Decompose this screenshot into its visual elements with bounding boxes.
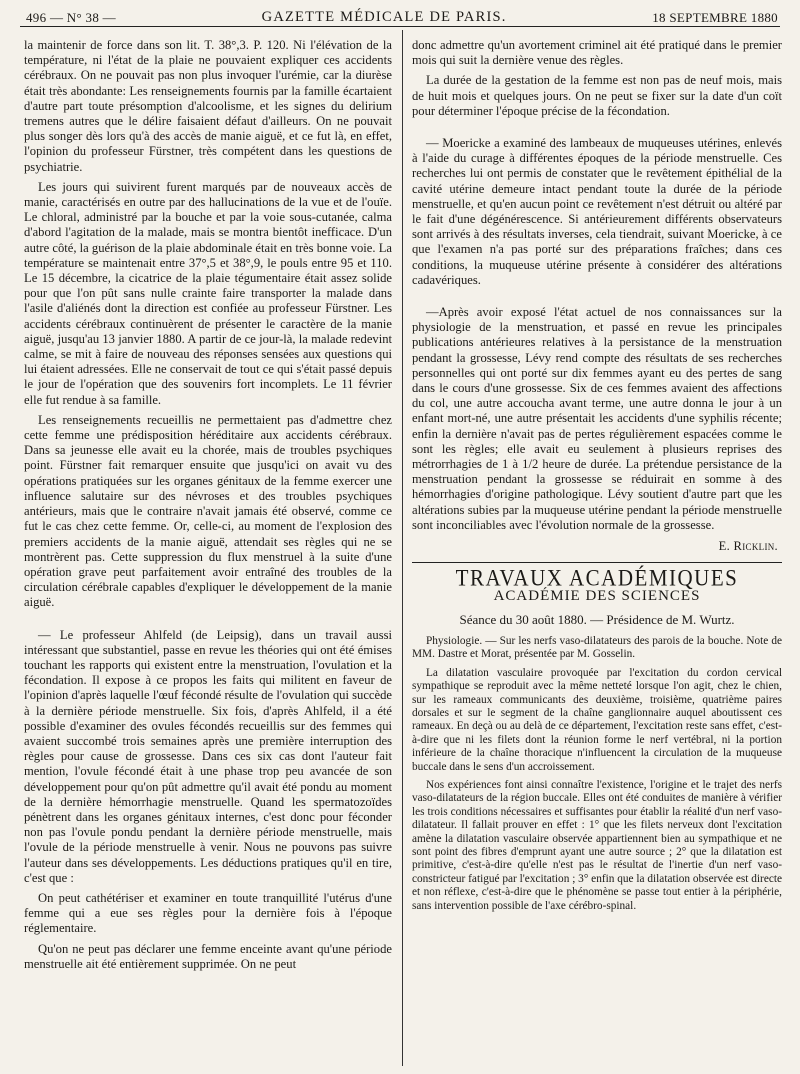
header-rule [20, 26, 780, 27]
paragraph: — Le professeur Ahlfeld (de Leipsig), dans un travail aussi intéressant que substantiel, passe en revue les théories qui ont été émises touchant les rapports qui existent entre la menstruation, l'ovulation et la fécondation. Il expose à ce propos les faits qui militent en faveur de l'opinion d'après laquelle l'œuf fécondé résulte de l'ovulation qui succède à la dernière période menstruelle. Six fois, d'après Ahlfeld, il a été possible d'examiner des ovules fécondés recueillis sur des femmes qui avaient succombé trois semaines après une première interruption des règles pour cause de grossesse. Dans ces six cas dont l'auteur fait mention, l'ovule fécondé était à une phase trop peu avancée de son développement pour qu'on pût admettre qu'il avait été pondu au moment de la dernière hémorrhagie menstruelle. Quand les spermatozoïdes pénètrent dans les organes génitaux internes, c'est donc pour féconder non pas l'ovule pondu pendant la dernière période menstruelle, mais l'ovule de la période menstruelle à venir. Nous ne pouvons pas suivre l'auteur dans ses développements. Les déductions pratiques qu'il en tire, c'est que : [24, 627, 392, 885]
paragraph: donc admettre qu'un avortement criminel ait été pratiqué dans le premier mois qui suit la dernière venue des règles. [412, 38, 782, 68]
paragraph: la maintenir de force dans son lit. T. 38°,3. P. 120. Ni l'élévation de la température, ni l'état de la plaie ne pouvaient expliquer ces accidents cérébraux. On ne pouvait pas non plus invoquer l'urémie, car la diurèse était très abondante: Les renseignements fournis par la famille écartaient d'autre part toute présomption d'alcoolisme, et les signes du delirium tremens autres que le délire faisaient défaut d'ailleurs. On ne pouvait plus songer dès lors qu'à des accès de manie aiguë, et ce fut là, en effet, l'opinion du professeur Fürstner, très compétent dans les questions de psychiatrie. [24, 38, 392, 174]
paragraph-gap [412, 293, 782, 305]
left-column [24, 38, 392, 977]
paragraph: Qu'on ne peut pas déclarer une femme enceinte avant qu'une période menstruelle ait été entièrement supprimée. On ne peut [24, 941, 392, 971]
paragraph: Les jours qui suivirent furent marqués par de nouveaux accès de manie, caractérisés en outre par des hallucinations de la vue et de l'ouïe. Le chloral, administré par la bouche et par la voie sous-cutanée, calma d'abord l'agitation de la malade, mais se montra bientôt inefficace. D'un autre côté, la guérison de la plaie abdominale était en très bonne voie. La température se maintenait entre 37°,5 et 38°,9, le pouls entre 95 et 110. Le 15 décembre, la cicatrice de la plaie tégumentaire était assez solide pour que l'on pût sans nulle crainte faire transporter la malade dans l'asile d'aliénés dont la direction est confiée au professeur Fürstner. Les accidents cérébraux continuèrent de présenter le caractère de la manie aiguë, jusqu'au 13 janvier 1880. A partir de ce jour-là, la malade redevint calme, se mit à faire de nouveau des réponses sensées aux questions qui lui étaient adressées. Elle ne conservait de tout ce qui s'était passé depuis le jour de l'opération que des souvenirs fort incomplets. Le 11 février elle fut rendue à sa famille. [24, 179, 392, 407]
paragraph: La dilatation vasculaire provoquée par l'excitation du cordon cervical sympathique se reproduit avec la même netteté lorsque l'on agit, chez le chien, sur les rameaux communicants des deuxième, troisième, quatrième paires dorsales et sur le segment de la chaîne ganglionnaire auquel aboutissent ces rameaux. En deçà ou au delà de ce département, l'excitation reste sans effet, c'est-à-dire que ni les filets dont la réunion forme le nerf vertébral, ni la portion inférieure de la chaîne thoracique n'influencent la circulation de la muqueuse buccale dans le sens d'un accroissement. [412, 666, 782, 773]
column-divider [402, 30, 403, 1066]
paragraph: Les renseignements recueillis ne permettaient pas d'admettre chez cette femme une prédisposition héréditaire aux accidents cérébraux. Dans sa jeunesse elle avait eu la chorée, mais de troubles psychiques point. Fürstner fait remarquer ensuite que jusqu'ici on avait vu des opérations pratiquées sur les organes génitaux de la femme exercer une influence salutaire sur des névroses et des troubles psychiques antérieurs, mais que le contraire n'avait jamais été observé, comme ce fut le cas chez cette femme. Or, celle-ci, au moment de l'explosion des premiers accidents de la manie aiguë, attendait ses règles qui ne se montrèrent pas. Cette suppression du flux menstruel à la suite d'une opération grave peut parfaitement avoir entraîné des troubles de la circulation cérébrale capables d'expliquer le développement de la manie aiguë. [24, 412, 392, 610]
paragraph-gap [412, 124, 782, 136]
author-signature: E. Ricklin. [718, 539, 778, 554]
right-column [412, 38, 782, 918]
paragraph: — Moericke a examiné des lambeaux de muqueuses utérines, enlevés à l'aide du curage à différentes époques de la période menstruelle. Ces recherches lui ont permis de constater que le revêtement épithélial de la cavité utérine demeure intact pendant toute la durée de la période menstruelle, et qu'en aucun point ce revêtement n'est détruit ou altéré par le fait d'une dégénérescence. Si antérieurement différents observateurs sont arrivés à des résultats inverses, cela tiendrait, suivant Moericke, à ce que l'examen n'a pas porté sur des préparations fraîches; dans ces conditions, la muqueuse utérine présente à considérer des altérations cadavériques. [412, 136, 782, 287]
paragraph: On peut cathétériser et examiner en toute tranquillité l'utérus d'une femme qui a eue ses règles pour la dernière fois à l'époque réglementaire. [24, 890, 392, 936]
issue-number: 496 — N° 38 — [26, 10, 116, 25]
section-subtitle: ACADÉMIE DES SCIENCES [493, 587, 701, 604]
paragraph: La durée de la gestation de la femme est non pas de neuf mois, mais de huit mois et quelques jours. On ne peut se fixer sur la date d'un coït pour déterminer l'époque précise de la fécondation. [412, 73, 782, 118]
issue-date: 18 SEPTEMBRE 1880 [652, 10, 778, 25]
article-heading: Physiologie. — Sur les nerfs vaso-dilatateurs des parois de la bouche. Note de MM. Dastre et Morat, présentée par M. Gosselin. [412, 634, 782, 661]
paragraph: Nos expériences font ainsi connaître l'existence, l'origine et le trajet des nerfs vaso-dilatateurs de la région buccale. Elles ont été conduites de manière à vérifier les trois conditions nécessaires et suffisantes pour établir la réalité d'un nerf vaso-dilatateur. Il fallait prouver en effet : 1° que les filets nerveux dont l'excitation amène la dilatation vasculaire observée appartiennent bien au sympathique et ne sont point des fibres d'emprunt ayant une autre source ; 2° que la dilatation est primitive, c'est-à-dire qu'elle n'est pas le résultat de l'inertie d'un nerf vaso-constricteur fatigué par l'excitation ; 3° enfin que la dilatation observée est directe et non réflexe, c'est-à-dire que le phénomène se passe tout entier à la périphérie, sans intervention possible de l'axe cérébro-spinal. [412, 778, 782, 912]
section-title: TRAVAUX ACADÉMIQUES [455, 565, 739, 592]
paragraph-gap [24, 616, 392, 628]
session-line: Séance du 30 août 1880. — Présidence de M. Wurtz. [459, 611, 735, 627]
paragraph: —Après avoir exposé l'état actuel de nos connaissances sur la physiologie de la menstruation, et passé en revue les principales publications antérieures relatives à la persistance de la menstruation pendant la grossesse, Lévy rend compte des résultats de ses recherches personnelles qui ont porté sur dix femmes ayant eu des pertes de sang dans le cours d'une grossesse. Six de ces femmes avaient des affections du col, une autre accoucha avant terme, une autre donna le jour à un enfant mort-né, une autre présentait les accidents d'une syphilis récente; enfin la dernière n'avait pas de pertes régulièrement espacées comme le sont les règles; elle avait eu seulement à plusieurs reprises des métrorrhagies de 1 à 1/2 heure de durée. La prétendue persistance de la menstruation pendant la grossesse se réduirait en somme à des hémorrhagies d'origine pathologique. Lévy soutient d'autre part que les altérations subies par la muqueuse utérine pendant la période menstruelle sont inconciliables avec l'évolution normale de la grossesse. [412, 305, 782, 532]
journal-title: GAZETTE MÉDICALE DE PARIS. [261, 9, 507, 25]
section-rule [412, 562, 782, 563]
page-header [26, 4, 778, 26]
